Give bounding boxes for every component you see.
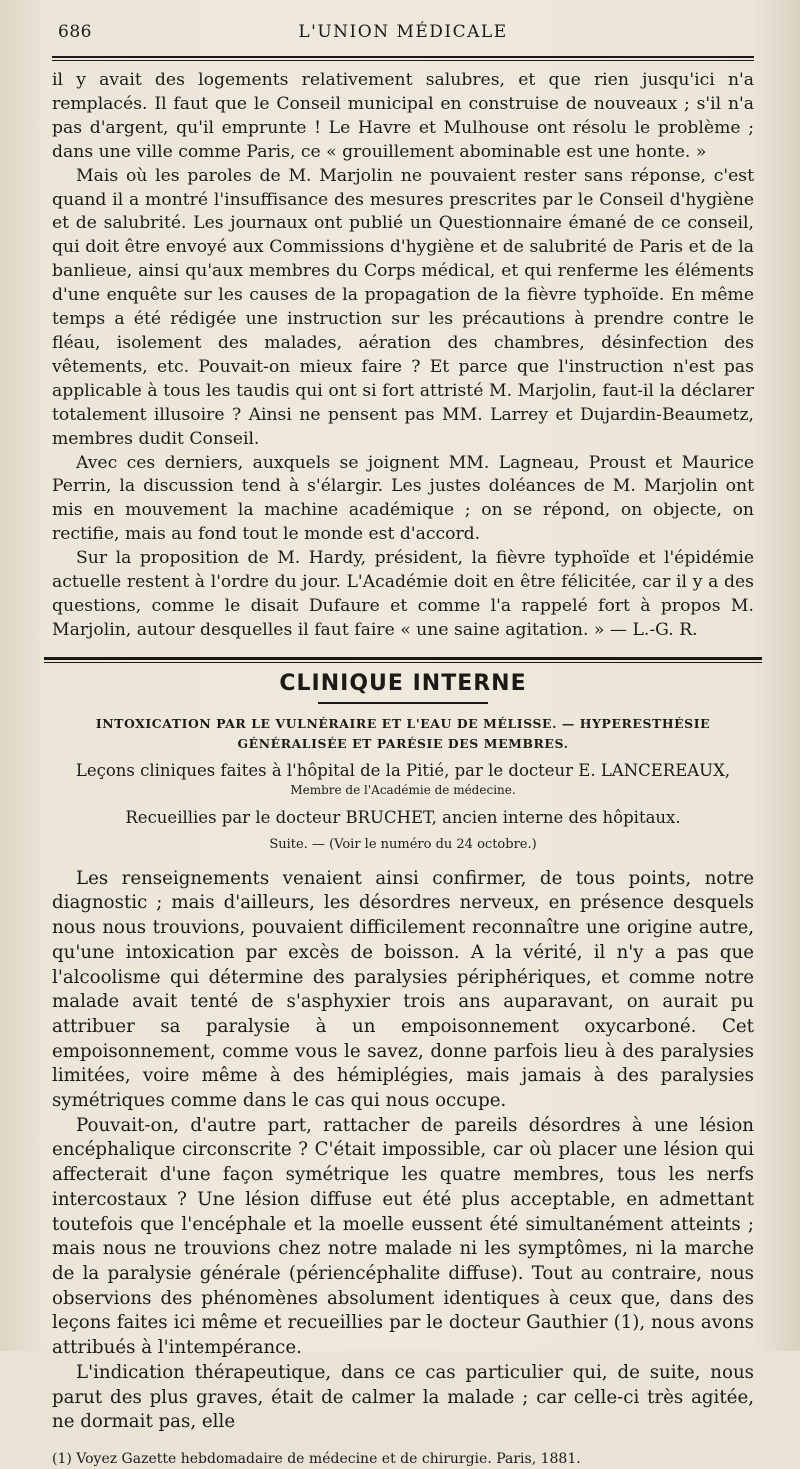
footnote: (1) Voyez Gazette hebdomadaire de médecine et de chirurgie. Paris, 1881. — [52, 1450, 581, 1467]
article-title-line: INTOXICATION PAR LE VULNÉRAIRE ET L'EAU DE MÉLISSE. — HYPERESTHÉSIE — [95, 715, 711, 731]
first-part — [52, 69, 754, 643]
paragraph: Avec ces derniers, auxquels se joignent MM. Lagneau, Proust et Maurice Perrin, la discussion tend à s'élargir. Les justes doléances de M. Marjolin ont mis en mouvement la machine académique ; on se répond, on objecte, on rectifie, mais au fond tout le monde est d'accord. — [52, 452, 754, 545]
title-rule — [318, 702, 488, 704]
second-part — [52, 867, 754, 1435]
continuation-note: Suite. — (Voir le numéro du 24 octobre.) — [269, 836, 537, 852]
section-rule — [44, 657, 762, 663]
journal-title: L'UNION MÉDICALE — [298, 22, 508, 42]
paragraph: Sur la proposition de M. Hardy, président, la fièvre typhoïde et l'épidémie actuelle restent à l'ordre du jour. L'Académie doit en être félicitée, car il y a des questions, comme le disait Dufaure et comme l'a rappelé fort à propos M. Marjolin, autour desquelles il faut faire « une saine agitation. » — L.-G. R. — [52, 548, 754, 640]
author-affiliation: Membre de l'Académie de médecine. — [290, 782, 516, 797]
paragraph: Les renseignements venaient ainsi confirmer, de tous points, notre diagnostic ; mais d'ailleurs, les désordres nerveux, en présence desquels nous nous trouvions, pouvaient difficilement reconnaître une origine autre, qu'une intoxication par excès de boisson. A la vérité, il n'y a pas que l'alcoolisme qui détermine des paralysies périphériques, et comme notre malade avait tenté de s'asphyxier trois ans auparavant, on aurait pu attribuer sa paralysie à un empoisonnement oxycarboné. Cet empoisonnement, comme vous le savez, donne parfois lieu à des paralysies limitées, voire même à des hémiplégies, mais jamais à des paralysies symétriques comme dans le cas qui nous occupe. — [52, 867, 754, 1112]
paragraph: il y avait des logements relativement salubres, et que rien jusqu'ici n'a remplacés. Il faut que le Conseil municipal en construise de nouveaux ; s'il n'a pas d'argent, qu'il emprunte ! Le Havre et Mulhouse ont résolu le problème ; dans une ville comme Paris, ce « grouillement abominable est une honte. » — [52, 70, 754, 162]
paragraph: Mais où les paroles de M. Marjolin ne pouvaient rester sans réponse, c'est quand il a montré l'insuffisance des mesures prescrites par le Conseil d'hygiène et de salubrité. Les journaux ont publié un Questionnaire émané de ce conseil, qui doit être envoyé aux Commissions d'hygiène et de salubrité de Paris et de la banlieue, ainsi qu'aux membres du Corps médical, et qui renferme les éléments d'une enquête sur les causes de la propagation de la fièvre typhoïde. En même temps a été rédigée une instruction sur les précautions à prendre contre le fléau, isolement des malades, aération des chambres, désinfection des vêtements, etc. Pouvait-on mieux faire ? Et parce que l'instruction n'est pas applicable à tous les taudis qui ont si fort attristé M. Marjolin, faut-il la déclarer totalement illusoire ? Ainsi ne pensent pas MM. Larrey et Dujardin-Beaumetz, membres dudit Conseil. — [52, 165, 754, 449]
running-head — [52, 22, 754, 52]
collected-by: Recueillies par le docteur BRUCHET, ancien interne des hôpitaux. — [125, 807, 681, 827]
page-number: 686 — [58, 22, 92, 42]
article-title — [52, 714, 754, 754]
paragraph: Pouvait-on, d'autre part, rattacher de pareils désordres à une lésion encéphalique circonscrite ? C'était impossible, car où placer une lésion qui affecterait d'une façon symétrique les quatre membres, tous les nerfs intercostaux ? Une lésion diffuse eut été plus acceptable, en admettant toutefois que l'encéphale et la moelle eussent été simultanément atteints ; mais nous ne trouvions chez notre malade ni les symptômes, ni la marche de la paralysie générale (périencéphalite diffuse). Tout au contraire, nous observions des phénomènes absolument identiques à ceux que, dans des leçons faites ici même et recueillies par le docteur Gauthier (1), nous avons attribués à l'intempérance. — [52, 1114, 754, 1359]
article-title-line: GÉNÉRALISÉE ET PARÉSIE DES MEMBRES. — [237, 735, 569, 751]
paragraph: L'indication thérapeutique, dans ce cas particulier qui, de suite, nous parut des plus graves, était de calmer la malade ; car celle-ci très agitée, ne dormait pas, elle — [52, 1361, 754, 1433]
section-title: CLINIQUE INTERNE — [279, 670, 527, 696]
lecture-line: Leçons cliniques faites à l'hôpital de la Pitié, par le docteur E. LANCEREAUX, — [75, 760, 731, 780]
header-rule — [52, 56, 754, 61]
